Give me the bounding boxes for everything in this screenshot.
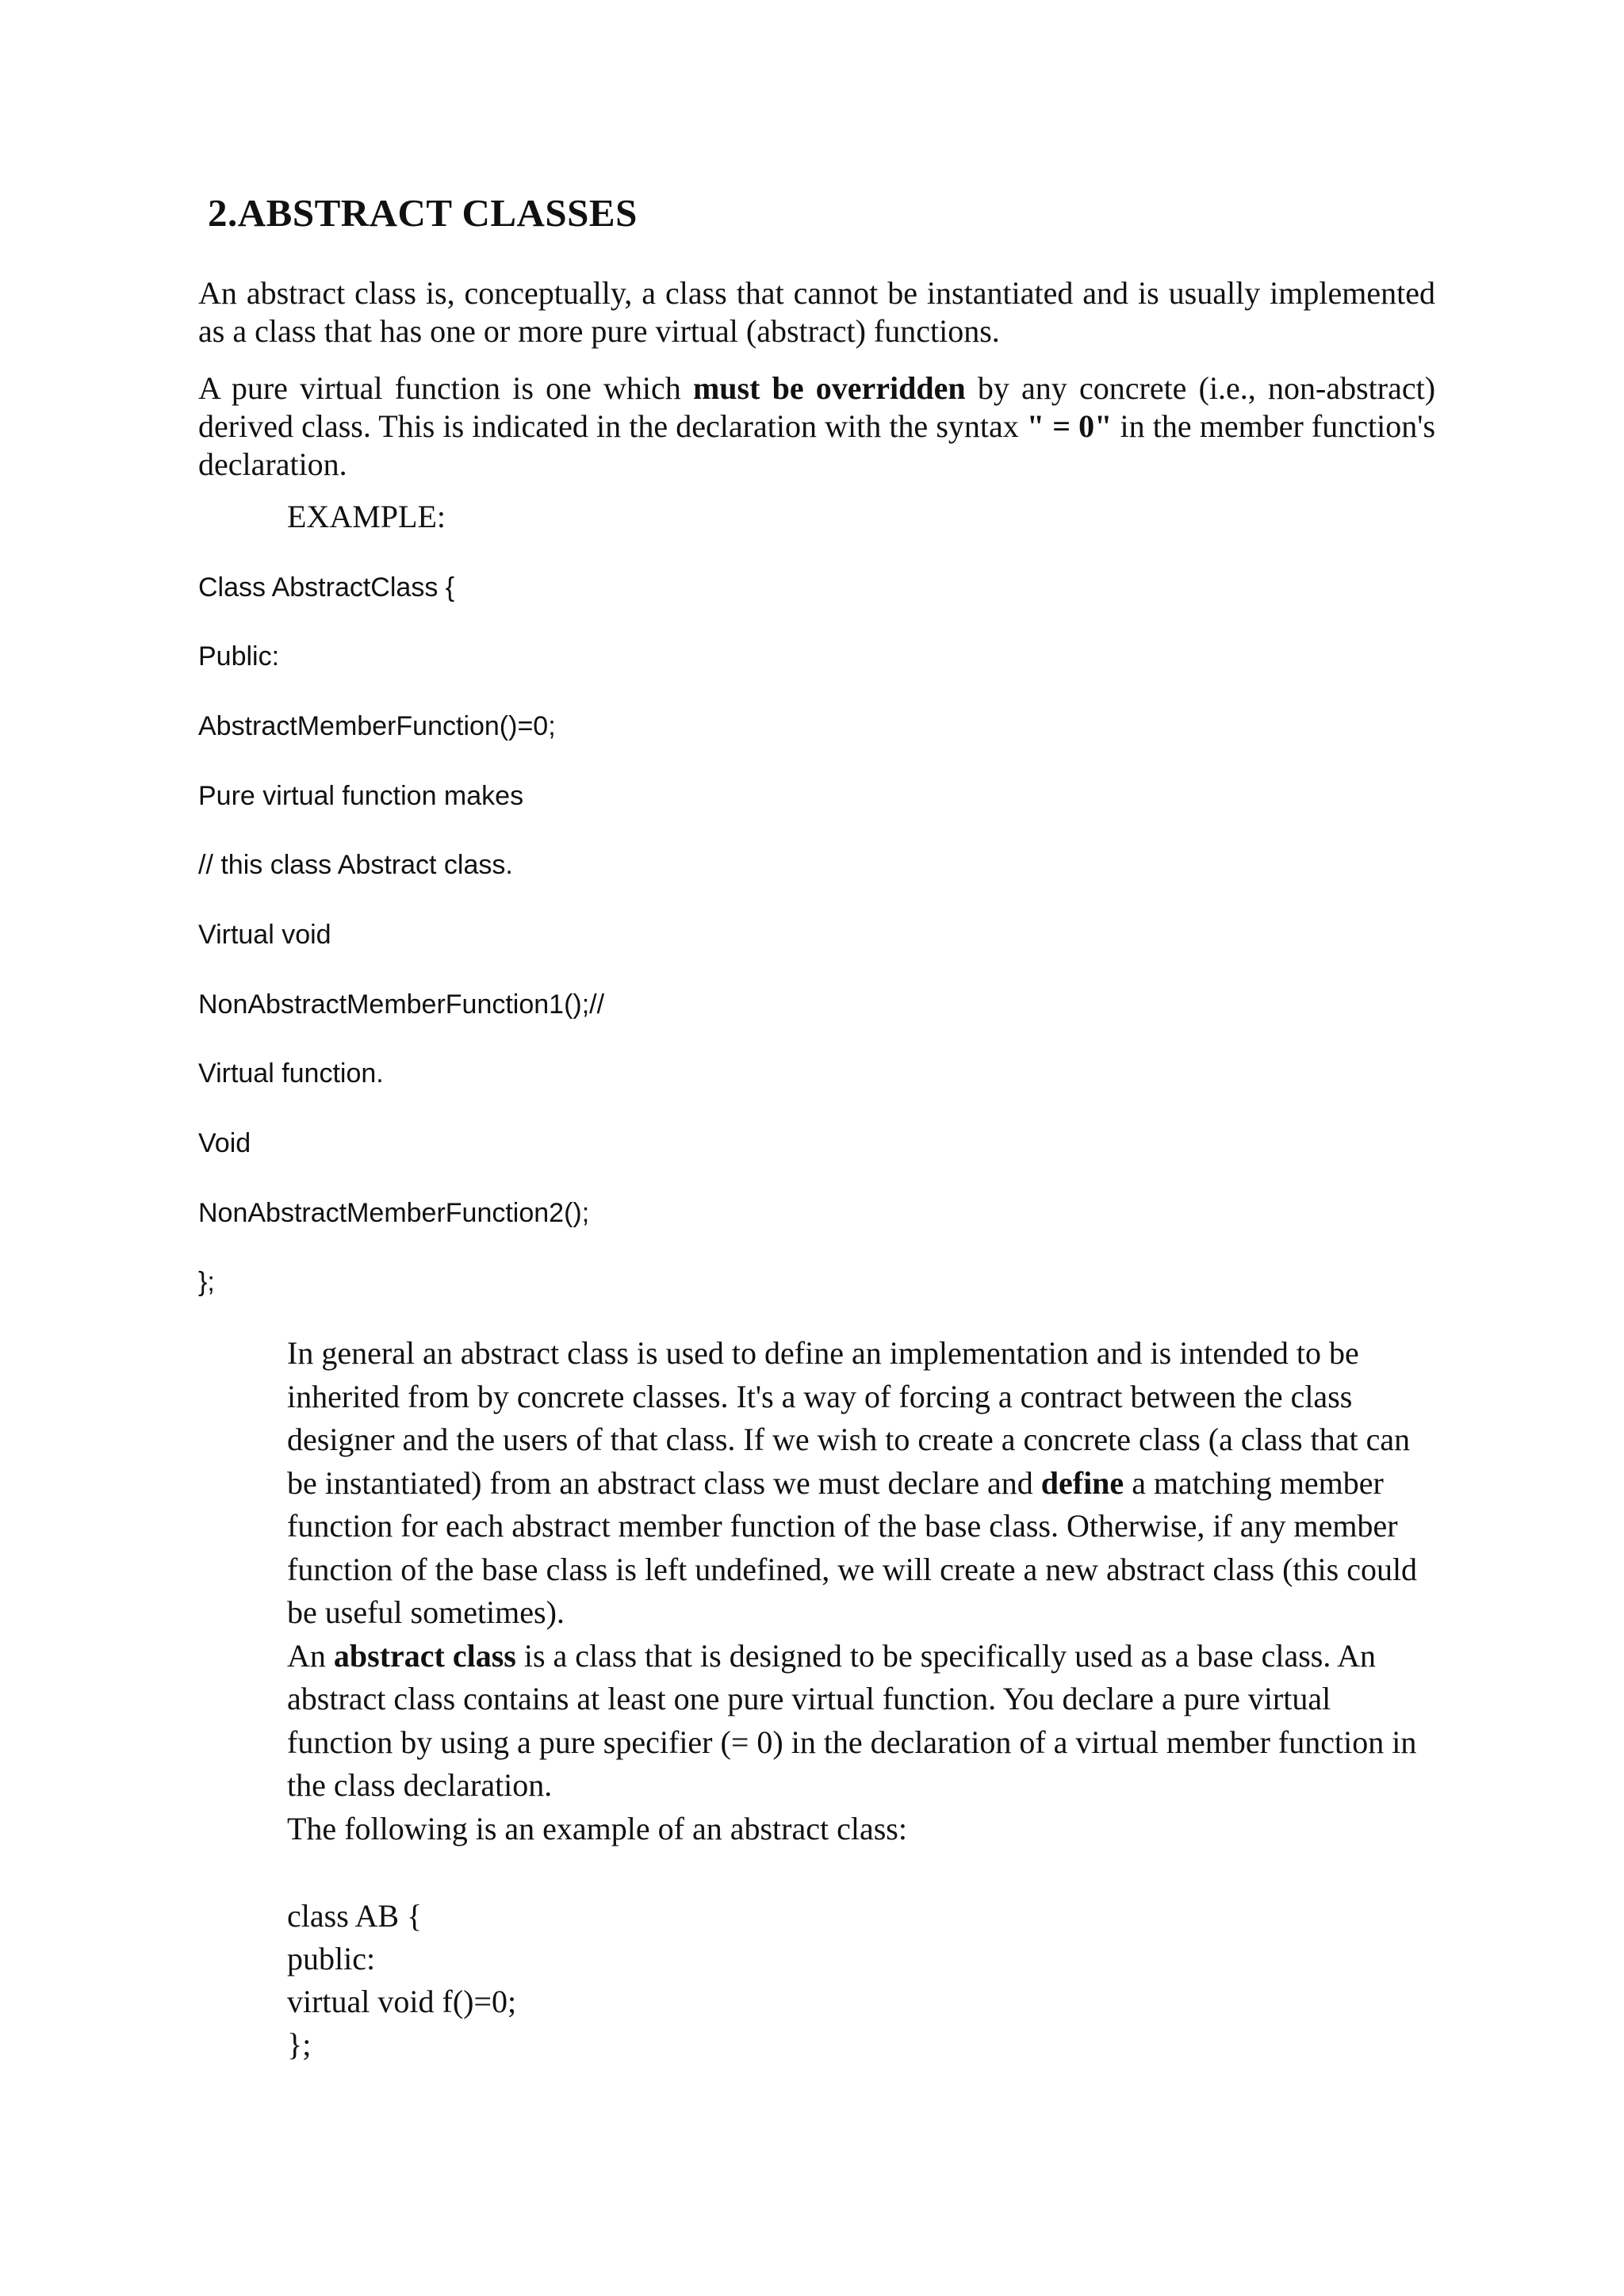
- p2-bold-overridden: must be overridden: [692, 370, 966, 406]
- general-text-end: a matching member function for each abstract member function of the base class. Otherwise, if any member function of the base class is left undefined, we will create a new abstract class (this could be useful sometimes).: [287, 1464, 1418, 1630]
- p2-text-end: in the member function's declaration.: [198, 408, 1436, 482]
- code-line: public:: [287, 1941, 376, 1976]
- general-text-start: In general an abstract class is used to define an implementation and is intended to be inherited from by concrete classes. It's a way of forcing a contract between the class designer and the users of that class. If we wish to create a concrete class (a class that can be instantiated) from an abstract class we must declare and: [287, 1335, 1411, 1501]
- abstract-text-start: An: [287, 1637, 334, 1674]
- code-line: // this class Abstract class.: [198, 850, 513, 880]
- abstract-bold-term: abstract class: [333, 1637, 516, 1674]
- code-line: virtual void f()=0;: [287, 1984, 517, 2019]
- general-bold-define: define: [1040, 1464, 1124, 1501]
- code-line: };: [287, 2026, 312, 2062]
- intro-paragraph-2: [198, 369, 1435, 484]
- p2-text-middle: by any concrete (i.e., non-abstract) derived class. This is indicated in the declaration with the syntax: [198, 370, 1436, 444]
- code-line: Class AbstractClass {: [198, 572, 455, 603]
- abstract-definition-paragraph: [287, 1635, 1429, 1808]
- explanation-block: [287, 1332, 1429, 1850]
- code-line: Virtual void: [198, 920, 331, 950]
- p2-text-start: A pure virtual function is one which: [198, 370, 693, 406]
- code-line: Virtual function.: [198, 1058, 384, 1089]
- general-paragraph: [287, 1332, 1429, 1635]
- code-line: AbstractMemberFunction()=0;: [198, 711, 556, 741]
- example-label: EXAMPLE:: [287, 499, 446, 534]
- intro-paragraph-1: An abstract class is, conceptually, a class that cannot be instantiated and is usually implemented as a class that has one or more pure virtual (abstract) functions.: [198, 275, 1435, 349]
- code-line: Pure virtual function makes: [198, 781, 524, 811]
- code-line: };: [198, 1267, 215, 1297]
- code-line: Void: [198, 1128, 251, 1158]
- p2-bold-syntax: " = 0": [1026, 408, 1113, 444]
- code-line: NonAbstractMemberFunction2();: [198, 1198, 590, 1228]
- code-line: Public:: [198, 641, 280, 672]
- abstract-text-end: is a class that is designed to be specifically used as a base class. An abstract class contains at least one pure virtual function. You declare a pure virtual function by using a pure specifier (= 0) in the declaration of a virtual member function in the class declaration.: [287, 1637, 1417, 1803]
- code-line: class AB {: [287, 1898, 423, 1934]
- example-code-block: [287, 1895, 1429, 2066]
- following-line: The following is an example of an abstract class:: [287, 1810, 907, 1846]
- section-title: 2.ABSTRACT CLASSES: [208, 191, 638, 235]
- code-line: NonAbstractMemberFunction1();//: [198, 989, 605, 1020]
